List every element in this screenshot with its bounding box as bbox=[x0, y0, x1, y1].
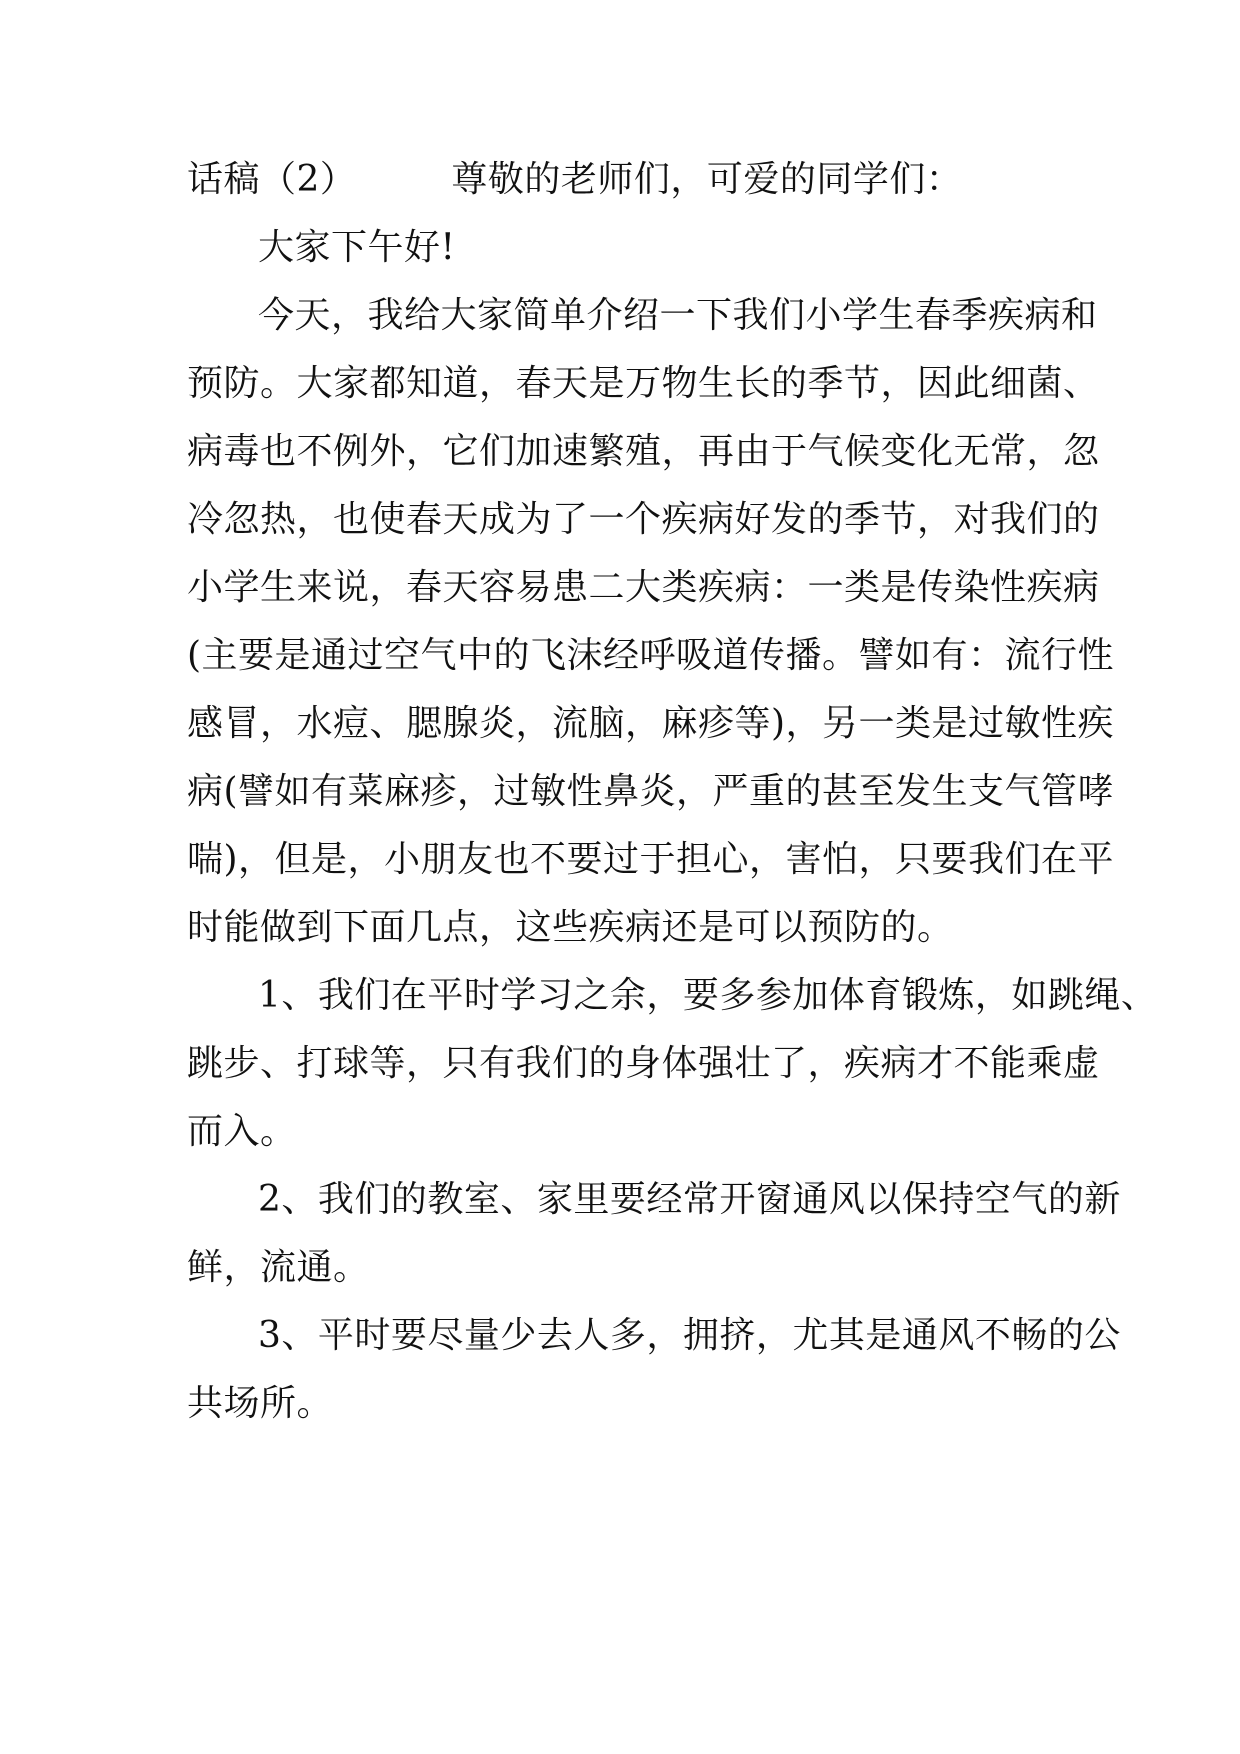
list-item-line: 跳步、打球等，只有我们的身体强壮了，疾病才不能乘虚 bbox=[187, 1043, 1100, 1084]
list-item-line: 鲜，流通。 bbox=[187, 1247, 370, 1288]
list-item-line: 共场所。 bbox=[187, 1383, 334, 1424]
list-item-line: 2、我们的教室、家里要经常开窗通风以保持空气的新 bbox=[258, 1179, 1121, 1220]
list-item-line: 1、我们在平时学习之余，要多参加体育锻炼，如跳绳、 bbox=[258, 975, 1158, 1016]
paragraph-line: 病(譬如有菜麻疹，过敏性鼻炎，严重的甚至发生支气管哮 bbox=[187, 771, 1115, 812]
list-item-line: 而入。 bbox=[187, 1111, 297, 1152]
greeting: 尊敬的老师们，可爱的同学们： bbox=[451, 159, 963, 200]
paragraph-line: 病毒也不例外，它们加速繁殖，再由于气候变化无常，忽 bbox=[187, 431, 1100, 472]
paragraph-line: (主要是通过空气中的飞沫经呼吸道传播。譬如有：流行性 bbox=[187, 635, 1115, 676]
paragraph-line: 冷忽热，也使春天成为了一个疾病好发的季节，对我们的 bbox=[187, 499, 1100, 540]
paragraph-line: 时能做到下面几点，这些疾病还是可以预防的。 bbox=[187, 907, 954, 948]
paragraph-line: 今天，我给大家简单介绍一下我们小学生春季疾病和 bbox=[258, 295, 1098, 336]
list-item-line: 3、平时要尽量少去人多，拥挤，尤其是通风不畅的公 bbox=[258, 1315, 1121, 1356]
paragraph-line: 喘)，但是，小朋友也不要过于担心，害怕，只要我们在平 bbox=[187, 839, 1115, 880]
heading-line bbox=[187, 158, 962, 202]
paragraph-line: 感冒，水痘、腮腺炎，流脑，麻疹等)，另一类是过敏性疾 bbox=[187, 703, 1115, 744]
paragraph-line: 预防。大家都知道，春天是万物生长的季节，因此细菌、 bbox=[187, 363, 1100, 404]
heading-left: 话稿（2） bbox=[187, 159, 357, 200]
paragraph-line: 大家下午好! bbox=[258, 227, 456, 268]
paragraph-line: 小学生来说，春天容易患二大类疾病：一类是传染性疾病 bbox=[187, 567, 1100, 608]
